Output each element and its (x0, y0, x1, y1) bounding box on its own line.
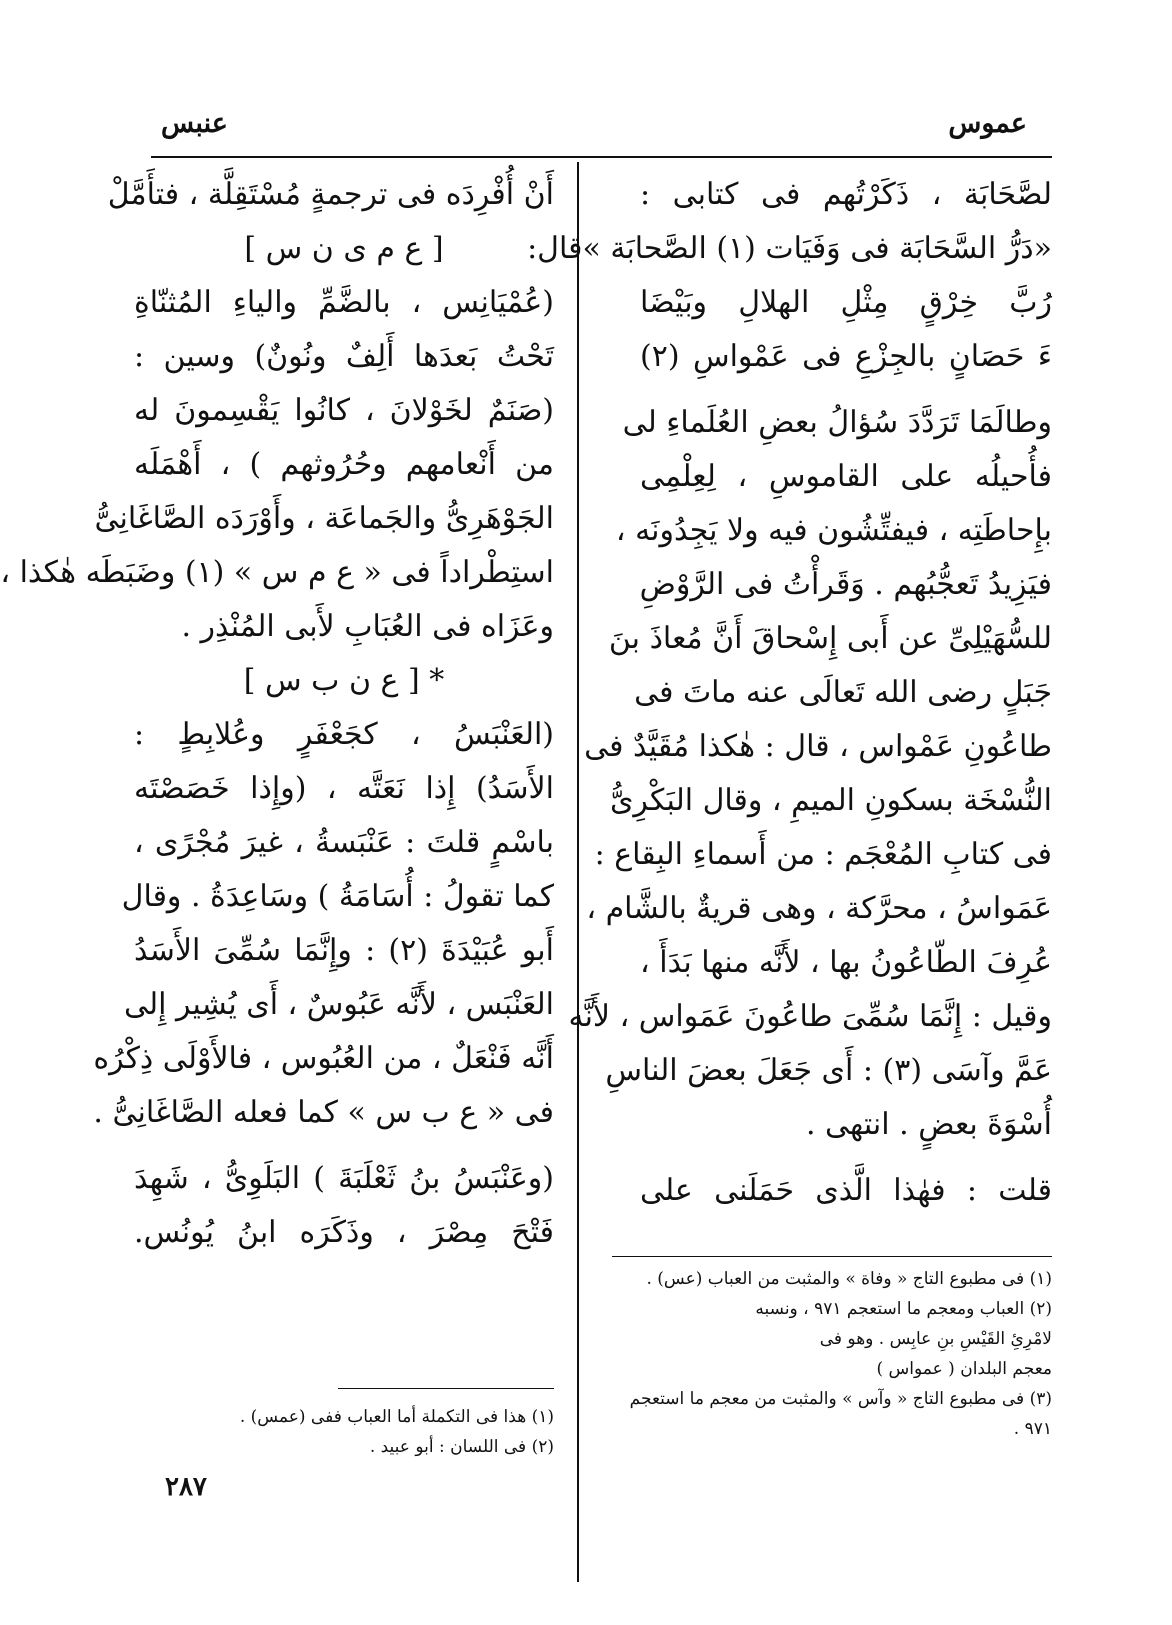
text-line: أَنَّه فَنْعَلٌ ، من العُبُوس ، فالأَوْلَى ذِكْرُه (93, 1041, 554, 1076)
text-line: لصَّحَابَة ، ذَكَرْتُهم فى كتابى : (640, 177, 1052, 212)
text-line: «دَرُّ السَّحَابَة فى وَفَيَات (١) الصَّحابَة »قال: (527, 231, 1052, 266)
entry-heading: [ ع م ى ن س ] (244, 231, 444, 266)
page-number: ٢٨٧ (165, 1472, 207, 1502)
text-line: (عُمْيَانِس ، بالضَّمِّ والياءِ المُثنّاةِ (134, 285, 554, 320)
footnote-line: لامْرِئِ القَيْسِ بنِ عابِس . وهو فى (819, 1329, 1052, 1349)
text-line: قلت : فهٰذا الَّذى حَمَلَنى على (640, 1173, 1052, 1208)
text-line: الجَوْهَرِىُّ والجَماعَة ، وأَوْرَدَه الصَّاغَانِىُّ (94, 501, 554, 536)
footnote-line: ٩٧١ . (1013, 1419, 1052, 1439)
spacer (134, 1140, 554, 1152)
footnotes-right (629, 1264, 1052, 1444)
verse-line: رُبَّ خِرْقٍ مِثْلِ الهلالِ وبَيْضَا (640, 285, 1052, 320)
verse-line: ءَ حَصَانٍ بالجِزْعِ فى عَمْواسِ (٢) (640, 339, 1052, 374)
text-line: فيَزِيدُ تَعجُّبُهم . وَقَرأْتُ فى الرَّوْضِ (639, 567, 1052, 602)
footnote-rule-left (338, 1388, 554, 1389)
text-line: العَنْبَس ، لأَنَّه عَبُوسٌ ، أَى يُشِير إِلى (123, 987, 554, 1022)
text-line: الأَسَدُ) إِذا نَعَتَّه ، (وإِذا خَصَصْتَه (134, 771, 554, 806)
running-header-right: عموس (948, 108, 1027, 139)
text-line: باسْمٍ قلتَ : عَنْبَسةُ ، غيرَ مُجْرًى ، (134, 825, 554, 860)
text-line: طاعُونِ عَمْواس ، قال : هٰكذا مُقَيَّدٌ فى (584, 729, 1052, 764)
text-line: عَمَواسُ ، محرَّكة ، وهى قريةٌ بالشَّام ، (586, 891, 1052, 926)
text-line: فَتْحَ مِصْرَ ، وذَكَرَه ابنُ يُونُس. (134, 1215, 554, 1250)
footnote-line: معجم البلدان ( عمواس ) (876, 1359, 1052, 1379)
text-line: من أَنْعامهم وحُرُوثهم ) ، أَهْمَلَه (134, 447, 554, 482)
text-line: وعَزَاه فى العُبَابِ لأَبى المُنْذِر . (181, 609, 554, 644)
column-divider (577, 162, 579, 1582)
text-line: أُسْوَةَ بعضٍ . انتهى . (805, 1107, 1052, 1142)
text-line: استِطْراداً فى « ع م س » (١) وضَبَطَه هٰكذا ، (0, 555, 554, 590)
spacer (640, 1152, 1052, 1164)
text-line: أَنْ أُفْرِدَه فى ترجمةٍ مُسْتَقِلَّة ، فتأَمَّلْ (107, 177, 554, 212)
text-line: فى « ع ب س » كما فعله الصَّاغَانِىُّ . (93, 1095, 554, 1130)
footnote-line: (٣) فى مطبوع التاج « وآس » والمثبت من معجم ما استعجم (629, 1389, 1052, 1409)
text-line: وقيل : إِنَّمَا سُمِّىَ طاعُونَ عَمَواس ، لأَنَّه (568, 999, 1052, 1034)
entry-heading: * [ ع ن ب س ] (243, 663, 445, 698)
text-line: عُرِفَ الطّاعُونُ بها ، لأَنَّه منها بَدَأَ ، (640, 945, 1052, 980)
text-line: (وعَنْبَسُ بنُ ثَعْلَبَةَ ) البَلَوِىُّ ، شَهِدَ (134, 1161, 554, 1196)
footnote-line: (١) فى مطبوع التاج « وفاة » والمثبت من العباب (عس) . (646, 1269, 1052, 1289)
text-line: تَحْتُ بَعدَها أَلِفٌ ونُونٌ) وسين : (134, 339, 554, 374)
running-header-left: عنبس (161, 108, 228, 139)
right-column (527, 168, 1052, 1218)
left-column (0, 168, 554, 1260)
text-line: النُّسْخَة بسكونِ الميمِ ، وقال البَكْرِىُّ (609, 783, 1052, 818)
text-line: عَمَّ وآسَى (٣) : أَى جَعَلَ بعضَ الناسِ (605, 1053, 1052, 1088)
spacer (640, 384, 1052, 396)
text-line: للسُّهَيْلِىِّ عن أَبى إِسْحاقَ أَنَّ مُعاذَ بنَ (608, 621, 1052, 656)
footnote-rule-right (612, 1256, 1052, 1257)
text-line: أَبو عُبَيْدَةَ (٢) : وإِنَّمَا سُمِّىَ الأَسَدُ (134, 933, 554, 968)
header-rule (151, 156, 1052, 158)
footnotes-left (134, 1402, 554, 1462)
text-line: (العَنْبَسُ ، كجَعْفَرٍ وعُلابِطٍ : (134, 717, 554, 752)
text-line: (صَنَمٌ لخَوْلانَ ، كانُوا يَقْسِمونَ له (134, 393, 554, 428)
text-line: فى كتابِ المُعْجَم : من أَسماءِ البِقاع : (594, 837, 1052, 872)
footnote-line: (٢) العباب ومعجم ما استعجم ٩٧١ ، ونسبه (755, 1299, 1052, 1319)
text-line: بإِحاطَتِه ، فيفتِّشُون فيه ولا يَجِدُونَه ، (615, 513, 1052, 548)
text-line: جَبَلٍ رضى الله تَعالَى عنه ماتَ فى (634, 675, 1052, 710)
footnote-line: (٢) فى اللسان : أبو عبيد . (369, 1437, 554, 1457)
text-line: وطالَمَا تَرَدَّدَ سُؤالُ بعضِ العُلَماءِ لى (622, 405, 1052, 440)
footnote-line: (١) هذا فى التكملة أما العباب ففى (عمس) . (239, 1407, 554, 1427)
text-line: كما تقولُ : أُسَامَةُ ) وسَاعِدَةُ . وقال (121, 879, 554, 914)
text-line: فأُحيلُه على القاموسِ ، لِعِلْمِى (640, 459, 1052, 494)
